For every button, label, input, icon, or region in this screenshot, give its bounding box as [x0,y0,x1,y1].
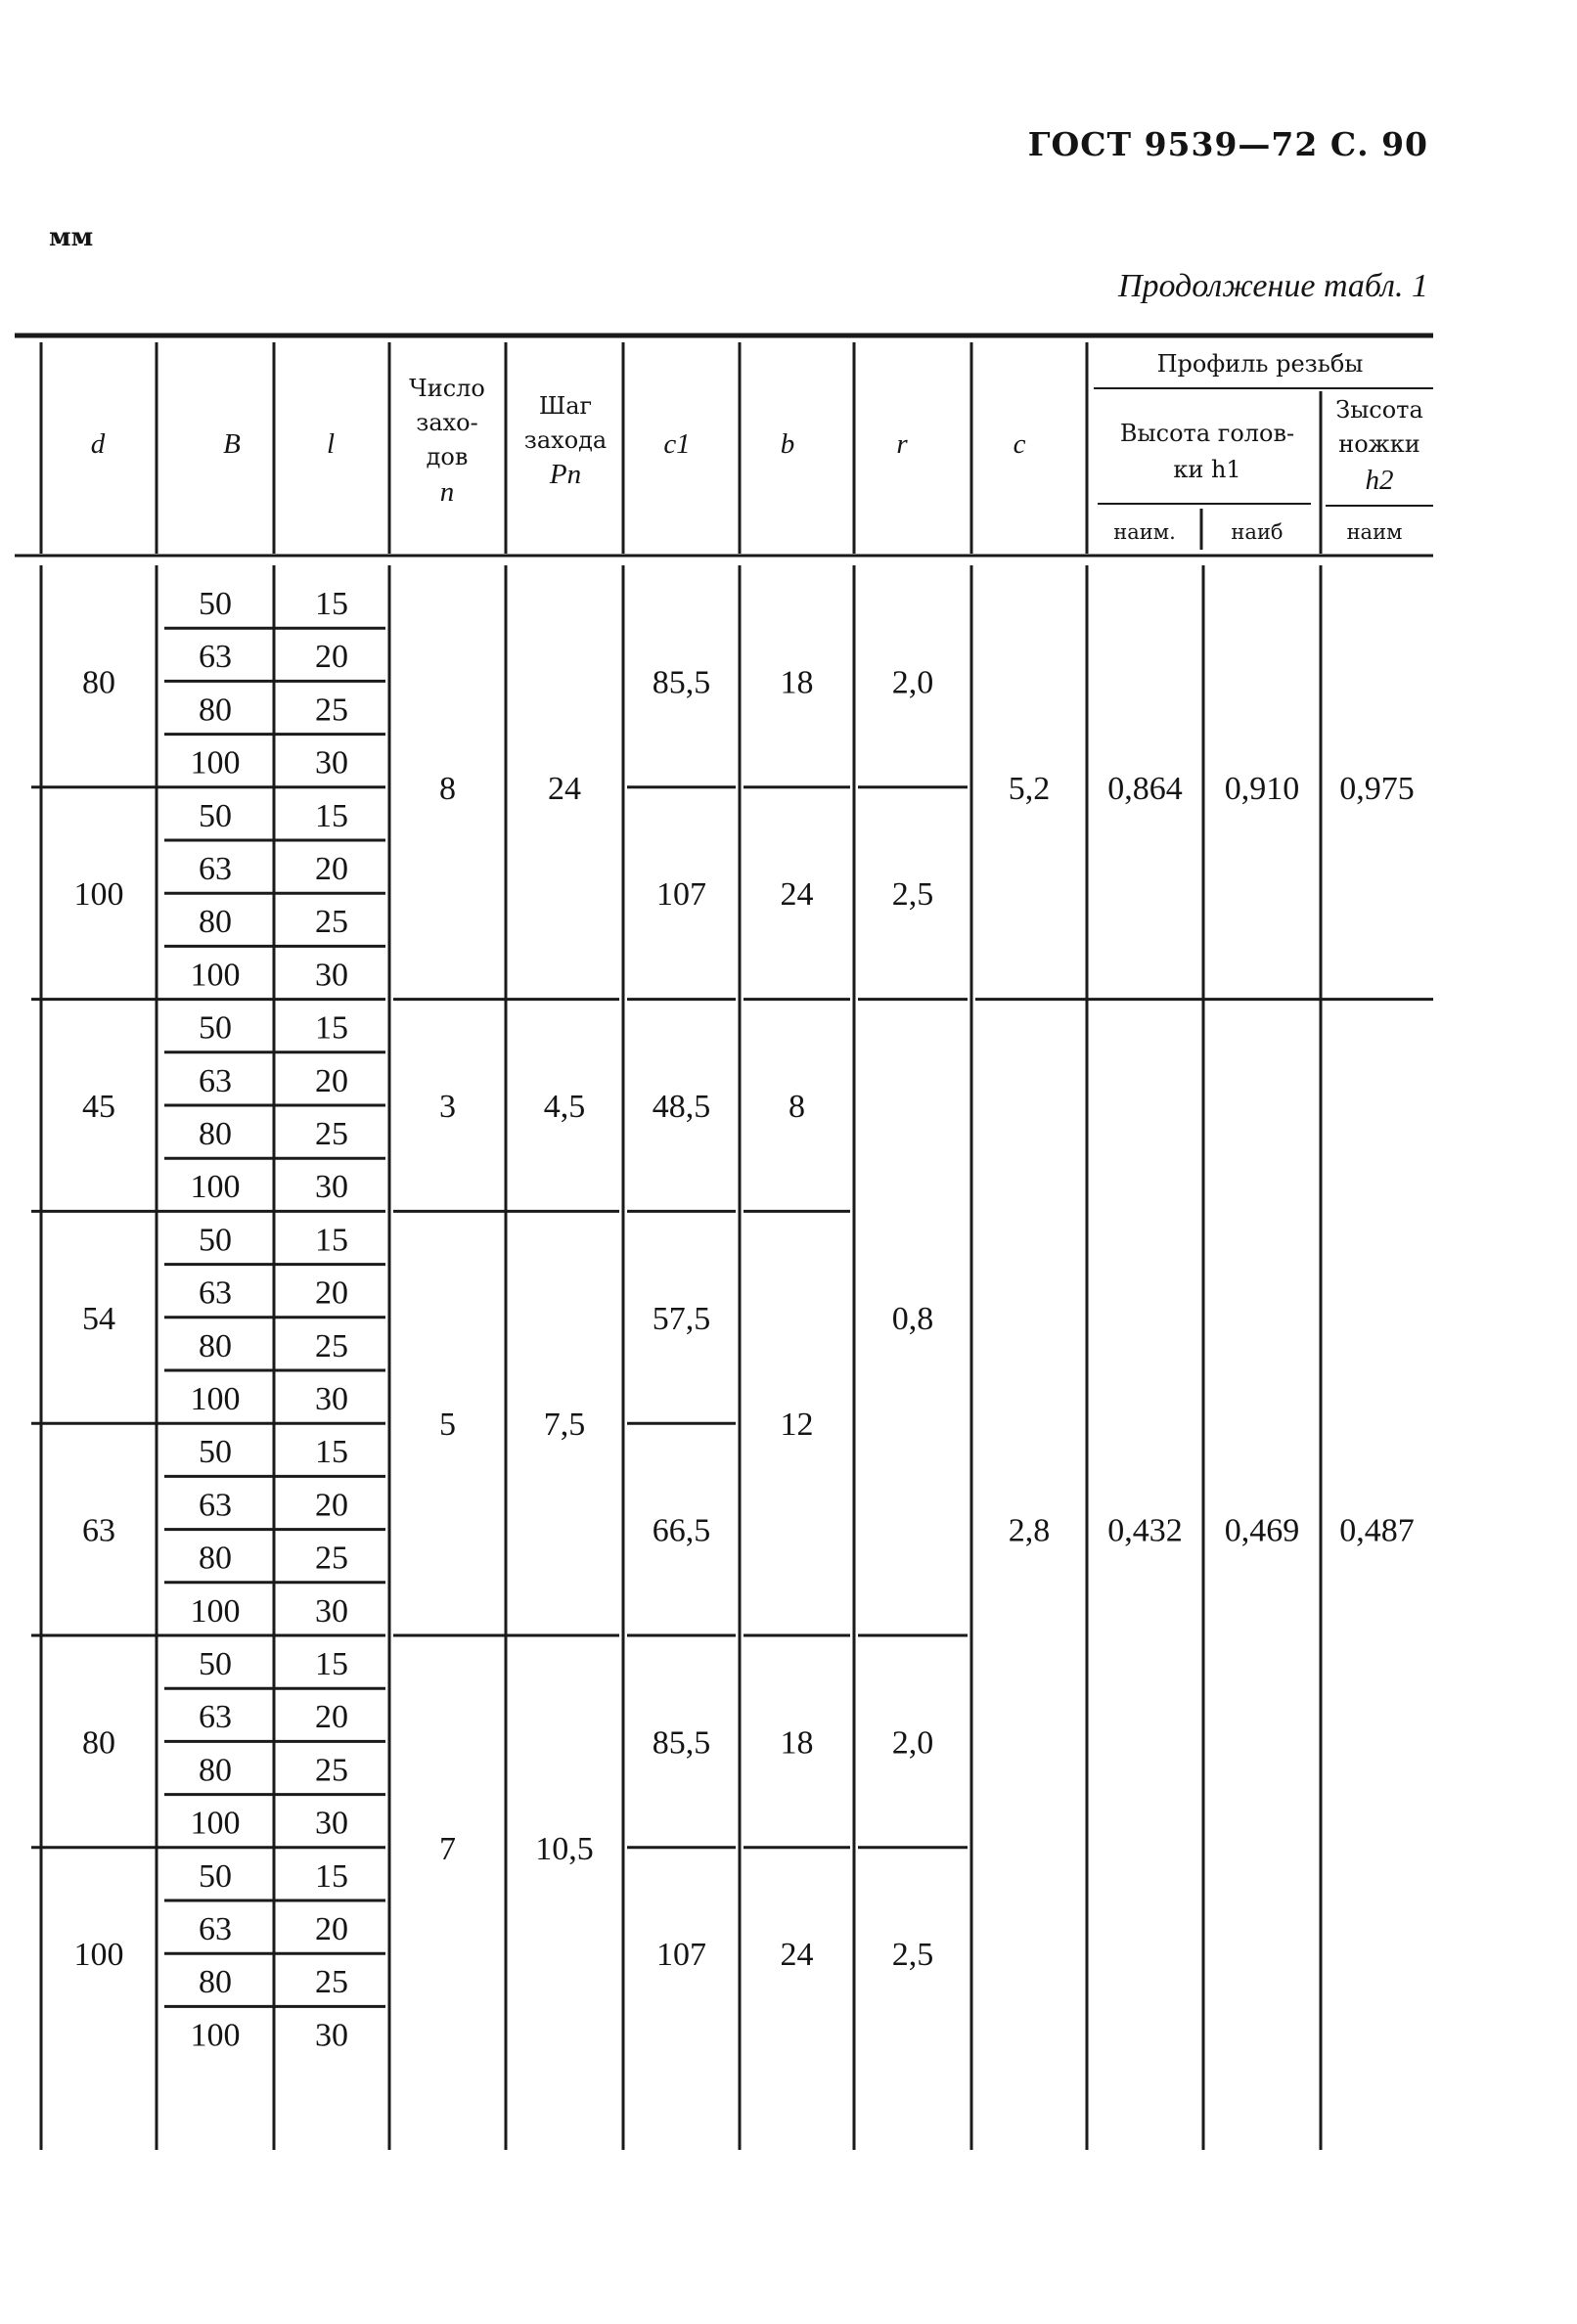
col-c1-header: c1 [663,428,691,460]
cell-l: 15 [315,797,348,834]
cell-b: 8 [788,1089,805,1125]
cell-B: 63 [199,1274,232,1312]
cell-d: 80 [82,1724,115,1762]
cell-Pn: 24 [548,770,581,807]
cell-B: 50 [199,586,232,622]
col-b-header: b [780,428,795,460]
cell-B: 63 [199,639,232,676]
cell-h2-min: 0,487 [1339,1512,1415,1549]
cell-c: 5,2 [1008,770,1051,807]
col-n-header-3: дов [426,443,469,470]
cell-B: 80 [199,1540,232,1577]
h1-header-2: ки h1 [1173,456,1241,483]
cell-l: 15 [315,1434,348,1471]
cell-c1: 107 [656,1937,706,1974]
cell-Pn: 4,5 [543,1089,586,1125]
cell-n: 5 [439,1407,456,1444]
cell-c1: 85,5 [652,664,711,701]
cell-r: 2,0 [891,664,934,701]
cell-d: 63 [82,1512,115,1549]
cell-h1-min: 0,864 [1107,770,1183,807]
cell-b: 12 [780,1407,814,1444]
h2-header-1: Зысота [1335,396,1423,424]
cell-B: 80 [199,692,232,729]
cell-B: 100 [190,1381,241,1417]
cell-h1-max: 0,469 [1224,1512,1300,1549]
cell-n: 8 [439,770,456,807]
cell-B: 50 [199,1646,232,1682]
cell-l: 15 [315,586,348,622]
col-n-header-4: n [439,476,455,508]
cell-d: 54 [82,1300,115,1337]
cell-l: 25 [315,1752,348,1789]
h1-min-header: наим. [1113,520,1176,544]
cell-d: 80 [82,664,115,701]
cell-b: 18 [780,1724,814,1762]
cell-l: 20 [315,1062,348,1099]
col-Pn-header-1: Шаг [538,392,593,420]
cell-B: 100 [190,1169,241,1206]
cell-b: 18 [780,664,814,701]
cell-l: 30 [315,2017,348,2054]
cell-l: 25 [315,1540,348,1577]
cell-B: 50 [199,1857,232,1895]
col-c-header: c [1013,428,1026,460]
cell-B: 50 [199,1222,232,1259]
cell-l: 25 [315,692,348,729]
unit-label: мм [49,223,94,252]
cell-B: 80 [199,904,232,941]
cell-c1: 107 [656,876,706,914]
cell-Pn: 10,5 [535,1830,594,1867]
cell-c1: 57,5 [652,1300,711,1337]
cell-l: 30 [315,1169,348,1206]
cell-B: 50 [199,797,232,834]
cell-B: 63 [199,1487,232,1524]
cell-B: 50 [199,1434,232,1471]
h2-header-3: h2 [1365,465,1394,496]
cell-l: 15 [315,1009,348,1047]
cell-l: 25 [315,1327,348,1364]
page-header: ГОСТ 9539—72 С. 90 [1027,125,1428,163]
cell-l: 25 [315,1116,348,1152]
cell-b: 24 [780,876,814,914]
cell-l: 25 [315,1964,348,2001]
cell-h1-max: 0,910 [1224,770,1300,807]
cell-B: 80 [199,1964,232,2001]
cell-l: 30 [315,957,348,994]
cell-l: 30 [315,1381,348,1417]
cell-B: 80 [199,1752,232,1789]
cell-l: 30 [315,744,348,782]
cell-l: 20 [315,1274,348,1312]
h2-min-header: наим [1346,520,1403,544]
cell-d: 100 [73,1937,124,1974]
cell-B: 63 [199,1911,232,1947]
cell-B: 100 [190,957,241,994]
h1-header-1: Высота голов- [1119,420,1295,447]
cell-l: 20 [315,1911,348,1947]
cell-l: 30 [315,1592,348,1630]
cell-l: 20 [315,851,348,887]
cell-l: 30 [315,1805,348,1842]
cell-l: 20 [315,1487,348,1524]
cell-B: 63 [199,1699,232,1736]
col-n-header-1: Число [409,375,485,402]
cell-Pn: 7,5 [543,1407,586,1444]
cell-B: 80 [199,1327,232,1364]
col-Pn-header-2: захода [523,426,608,454]
cell-d: 45 [82,1089,115,1125]
cell-n: 7 [439,1830,456,1867]
profile-header: Профиль резьбы [1156,350,1364,378]
h2-header-2: ножки [1338,430,1420,458]
col-B-header: B [223,428,241,460]
cell-l: 15 [315,1222,348,1259]
col-n-header-2: захо- [416,409,478,436]
cell-l: 15 [315,1857,348,1895]
cell-c1: 85,5 [652,1724,711,1762]
col-d-header: d [90,428,106,460]
cell-l: 15 [315,1646,348,1682]
cell-h1-min: 0,432 [1107,1512,1183,1549]
cell-B: 100 [190,1805,241,1842]
col-l-header: l [326,428,336,460]
cell-B: 50 [199,1009,232,1047]
cell-d: 100 [73,876,124,914]
cell-n: 3 [439,1089,456,1125]
col-r-header: r [896,428,908,460]
table-caption: Продолжение табл. 1 [1117,268,1428,304]
body-rules [31,628,1433,2006]
cell-l: 25 [315,904,348,941]
cell-c1: 66,5 [652,1512,711,1549]
cell-c: 2,8 [1008,1512,1051,1549]
cell-B: 63 [199,851,232,887]
cell-r: 2,5 [891,1937,934,1974]
cell-l: 20 [315,1699,348,1736]
cell-B: 100 [190,1592,241,1630]
cell-r: 2,0 [891,1724,934,1762]
cell-r: 0,8 [891,1300,934,1337]
cell-B: 80 [199,1116,232,1152]
cell-B: 100 [190,744,241,782]
cell-B: 63 [199,1062,232,1099]
cell-l: 20 [315,639,348,676]
cell-c1: 48,5 [652,1089,711,1125]
cell-b: 24 [780,1937,814,1974]
cell-r: 2,5 [891,876,934,914]
cell-h2-min: 0,975 [1339,770,1415,807]
h1-max-header: наиб [1231,520,1284,544]
col-Pn-header-3: Pn [549,459,582,490]
cell-B: 100 [190,2017,241,2054]
